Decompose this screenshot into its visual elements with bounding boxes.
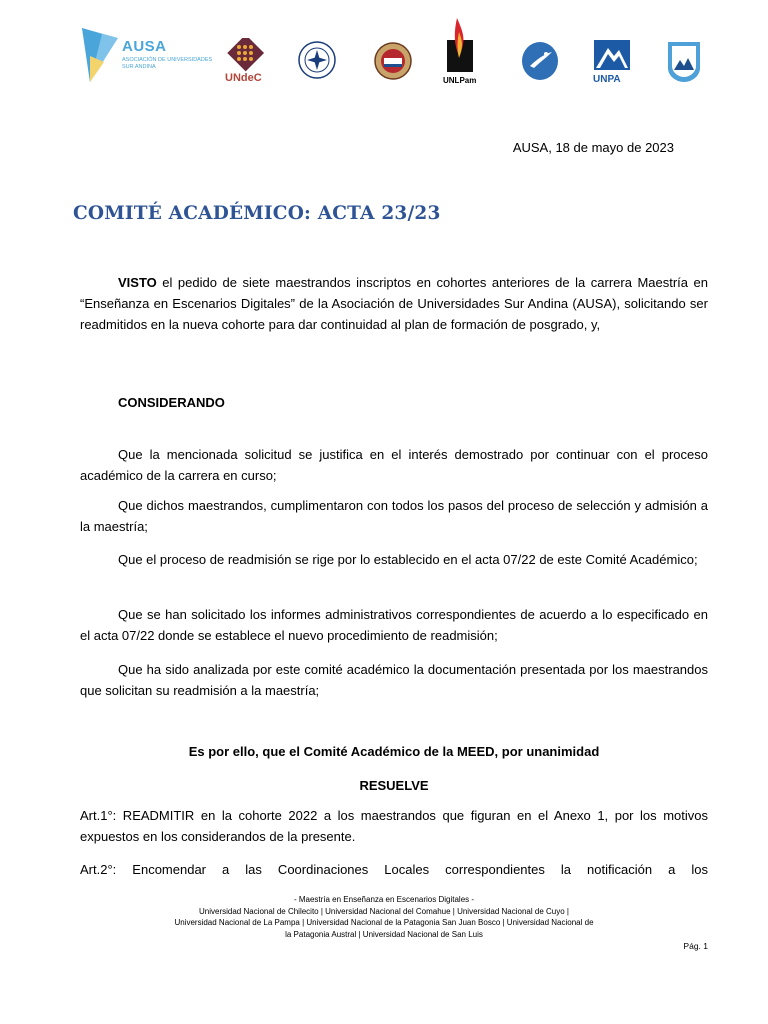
uncoma-seal-icon	[373, 40, 413, 82]
unsl-shield-icon	[666, 40, 702, 84]
ausa-logo-subtitle: ASOCIACIÓN DE UNIVERSIDADES SUR ANDINA	[122, 57, 213, 70]
considerando-item: Que dichos maestrandos, cumplimentaron con todos los pasos del proceso de selección y admisión a la maestría;	[80, 498, 708, 534]
unlpam-logo	[443, 18, 483, 88]
undec-logo-label: UNdeC	[225, 72, 262, 84]
considerando-heading: CONSIDERANDO	[118, 395, 225, 410]
por-ello-statement: Es por ello, que el Comité Académico de la MEED, por unanimidad	[188, 744, 600, 759]
visto-text: el pedido de siete maestrandos inscriptos en cohortes anteriores de la carrera Maestría en “Enseñanza en Escenarios Digitales” de la Asociación de Universidades Sur Andina (AUSA), solicitando ser readmitidos en la nueva cohorte para dar continuidad al plan de formación de posgrado, y,	[80, 275, 708, 332]
unpa-logo	[592, 38, 632, 88]
unsl-logo	[666, 40, 702, 84]
page-number: Pág. 1	[683, 941, 708, 951]
considerando-item: Que ha sido analizada por este comité académico la documentación presentada por los maestrandos que solicitan su readmisión a la maestría;	[80, 662, 708, 698]
unpsjb-seal-icon	[520, 40, 560, 82]
unpa-logo-label: UNPA	[593, 74, 621, 85]
logo-strip	[80, 18, 710, 88]
unpsjb-logo	[520, 40, 560, 82]
uncoma-logo	[373, 40, 413, 82]
footer-universities-line: Universidad Nacional de Chilecito | Universidad Nacional del Comahue | Universidad Nacional de Cuyo |	[199, 906, 569, 916]
resuelve-heading: RESUELVE	[359, 778, 429, 793]
footer-universities-line: Universidad Nacional de La Pampa | Universidad Nacional de la Patagonia San Juan Bosco | Universidad Nacional de	[174, 918, 594, 927]
visto-paragraph	[80, 272, 708, 335]
visto-lead: VISTO	[118, 275, 157, 290]
uncuyo-logo	[297, 40, 337, 80]
footer-universities-line: la Patagonia Austral | Universidad Nacional de San Luis	[285, 929, 483, 939]
ausa-logo-name: AUSA	[122, 38, 167, 55]
document-date: AUSA, 18 de mayo de 2023	[512, 140, 674, 155]
article-2: Art.2°: Encomendar a las Coordinaciones Locales correspondientes la notificación a los	[80, 862, 708, 877]
article-1: Art.1°: READMITIR en la cohorte 2022 a los maestrandos que figuran en el Anexo 1, por los motivos expuestos en los considerandos de la presente.	[80, 808, 708, 844]
document-title: COMITÉ ACADÉMICO: ACTA 23/23	[73, 203, 441, 224]
considerando-item: Que el proceso de readmisión se rige por lo establecido en el acta 07/22 de este Comité Académico;	[118, 552, 698, 567]
uncuyo-seal-icon	[297, 40, 337, 80]
ausa-logo	[80, 26, 213, 84]
considerando-item: Que se han solicitado los informes administrativos correspondientes de acuerdo a lo especificado en el acta 07/22 donde se establece el nuevo procedimiento de readmisión;	[80, 607, 708, 643]
considerando-item: Que la mencionada solicitud se justifica en el interés demostrado por continuar con el proceso académico de la carrera en curso;	[80, 447, 708, 483]
unlpam-flame-icon	[443, 18, 475, 74]
undec-grid-icon	[225, 38, 269, 72]
page-footer	[120, 894, 648, 940]
unlpam-logo-label: UNLPam	[443, 76, 477, 85]
footer-program: - Maestría en Enseñanza en Escenarios Digitales -	[293, 895, 475, 904]
ausa-emblem-icon	[80, 26, 120, 86]
undec-logo	[225, 38, 273, 86]
unpa-mountain-icon	[592, 38, 632, 72]
